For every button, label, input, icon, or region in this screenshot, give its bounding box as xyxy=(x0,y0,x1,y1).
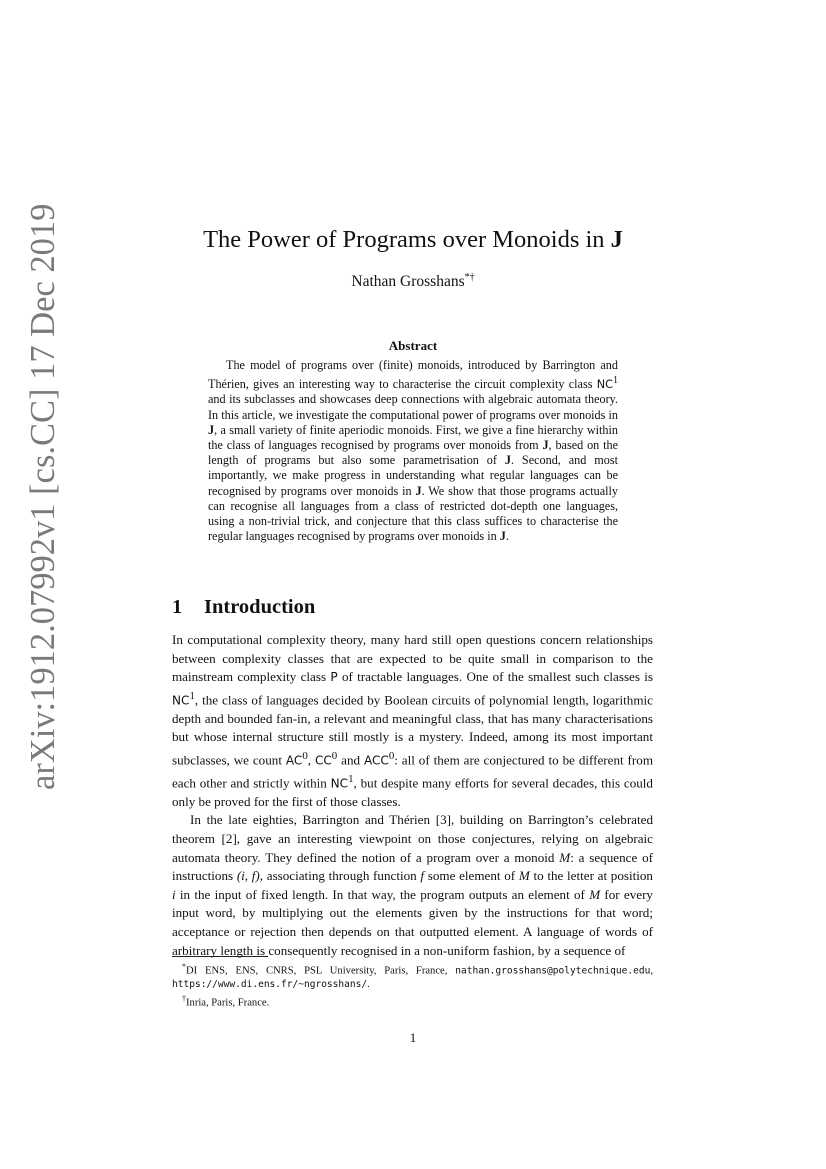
author-email-link[interactable]: nathan.grosshans@polytechnique.edu xyxy=(455,965,651,977)
paper-title xyxy=(170,226,656,254)
footnote-affiliation-2: †Inria, Paris, France. xyxy=(182,993,270,1009)
author-footnote-marks: *† xyxy=(464,272,475,283)
title-text: The Power of Programs over Monoids in xyxy=(203,226,605,253)
intro-paragraph-2: In the late eighties, Barrington and Thérien [3], building on Barrington’s celebrated theorem [2], gave an interesting viewpoint on those conjectures, relying on algebraic automata theory. They defined the notion of a program over a monoid M: a sequence of instructions (i, f), associating through function f some element of M to the letter at position i in the input of fixed length. In that way, the program outputs an element of M for every input word, by multiplying out the elements given by the instructions for that word; acceptance or rejection then depends on that outputted element. A language of words of arbitrary length is consequently recognised in a non-uniform fashion, by a sequence of xyxy=(172,812,653,958)
footnotes xyxy=(172,960,653,1010)
footnote-rule xyxy=(172,956,268,957)
section-heading-introduction xyxy=(172,596,652,619)
title-symbol-j: J xyxy=(610,226,623,253)
introduction-body xyxy=(172,631,653,960)
section-number: 1 xyxy=(172,596,183,618)
intro-paragraph-1: In computational complexity theory, many hard still open questions concern relationships between complexity classes that are expected to be quite small in comparison to the mainstream complexity class P of tractable languages. One of the smallest such classes is $NC^1$, the class of languages decided by Boolean circuits of polynomial length, logarithmic depth and bounded fan-in, a relevant and meaningful class, that has many characterisations but whose internal structure still mostly is a mystery. Indeed, among its most important subclasses, we count $AC^0$, $CC^0$ and ACC$^0$: all of them are conjectured to be different from each other and strictly within $NC^1$, but despite many efforts for several decades, this could only be proved for the first of those classes. xyxy=(172,632,654,809)
page-number: 1 xyxy=(409,1030,417,1045)
author-line xyxy=(170,272,656,291)
footnote-affiliation-1: *DI ENS, ENS, CNRS, PSL University, Paris, France, nathan.grosshans@polytechnique.edu, https://www.di.ens.fr/~ngrosshans/. xyxy=(172,962,653,991)
abstract-heading: Abstract xyxy=(388,338,438,353)
author-name: Nathan Grosshans xyxy=(351,273,465,291)
arxiv-identifier-stamp: arXiv:1912.07992v1 [cs.CC] 17 Dec 2019 xyxy=(24,203,62,790)
abstract-text: The model of programs over (finite) monoids, introduced by Barrington and Thérien, gives an interesting way to characterise the circuit complexity class $NC^1$ and its subclasses and showcases deep connections with algebraic automata theory. In this article, we investigate the computational power of programs over monoids in J, a small variety of finite aperiodic monoids. First, we give a fine hierarchy within the class of languages recognised by programs over monoids from J, based on the length of programs but also some parametrisation of J. Second, and most importantly, we make progress in understanding what regular languages can be recognised by programs over monoids in J. We show that those programs actually can recognise all languages from a class of restricted dot-depth one languages, using a non-trivial trick, and conjecture that this class suffices to characterise the regular languages recognised by programs over monoids in J. xyxy=(208,358,619,544)
author-homepage-link[interactable]: https://www.di.ens.fr/~ngrosshans/ xyxy=(172,979,368,991)
section-title: Introduction xyxy=(204,596,316,618)
